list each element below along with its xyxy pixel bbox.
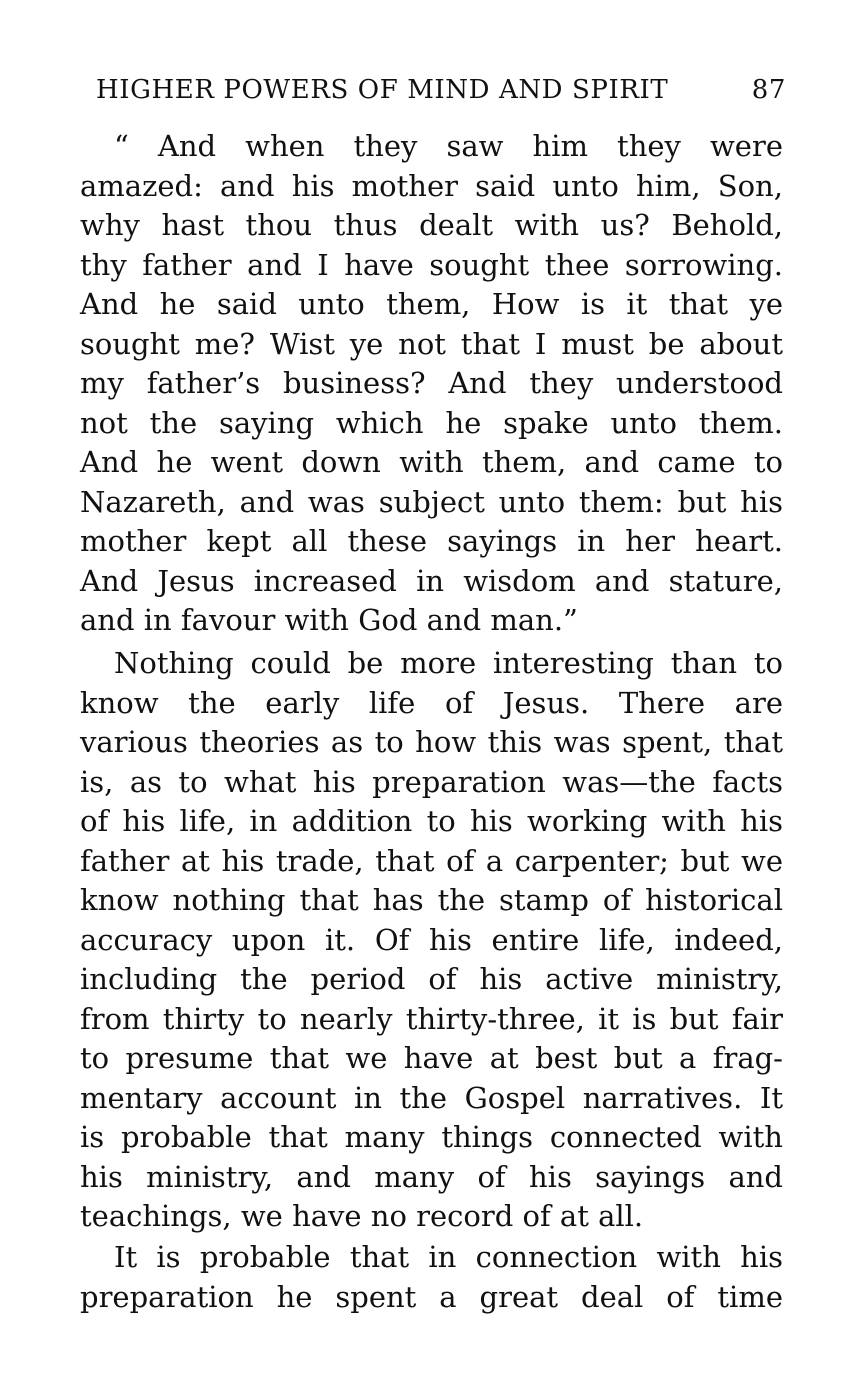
text-line: preparation he spent a great deal of time (80, 1279, 783, 1314)
paragraph-preparation (80, 1238, 783, 1317)
text-line: why hast thou thus dealt with us? Behold, (80, 208, 783, 242)
text-line: is, as to what his preparation was—the facts (80, 764, 783, 799)
text-line: is probable that many things connected with (80, 1120, 783, 1154)
text-line: his ministry, and many of his sayings and (80, 1159, 783, 1194)
text-line: amazed: and his mother said unto him, Son, (80, 168, 783, 203)
text-line: my father’s business? And they understood (80, 366, 783, 400)
text-line: And he said unto them, How is it that ye (80, 287, 783, 321)
text-line: And Jesus increased in wisdom and stature, (80, 563, 783, 598)
text-line: not the saying which he spake unto them. (80, 405, 783, 440)
text-line: accuracy upon it. Of his entire life, indeed, (80, 922, 783, 957)
text-line: know the early life of Jesus. There are (80, 685, 783, 720)
text-line: “ And when they saw him they were (114, 129, 783, 163)
text-line: father at his trade, that of a carpenter; but we (80, 843, 783, 878)
text-line: Nazareth, and was subject unto them: but his (80, 484, 783, 519)
running-title: HIGHER POWERS OF MIND AND SPIRIT (96, 75, 669, 105)
paragraph-scripture-quote (80, 127, 783, 641)
text-line: from thirty to nearly thirty-three, it is but fair (80, 1001, 783, 1036)
text-line: know nothing that has the stamp of historical (80, 883, 783, 917)
text-line: teachings, we have no record of at all. (80, 1199, 644, 1233)
text-line: and in favour with God and man.” (80, 603, 578, 637)
page-header (96, 70, 786, 110)
paragraph-early-life (80, 644, 783, 1237)
text-line: mother kept all these sayings in her heart. (80, 524, 783, 558)
text-line: sought me? Wist ye not that I must be about (80, 326, 783, 361)
text-line: It is probable that in connection with his (114, 1240, 783, 1274)
text-line: mentary account in the Gospel narratives. It (80, 1080, 783, 1115)
text-line: Nothing could be more interesting than to (114, 646, 783, 680)
text-line: various theories as to how this was spent, that (80, 725, 783, 759)
text-line: thy father and I have sought thee sorrowing. (80, 247, 783, 282)
text-line: to presume that we have at best but a frag- (80, 1041, 783, 1075)
text-line: And he went down with them, and came to (80, 445, 783, 479)
text-line: of his life, in addition to his working with his (80, 804, 783, 838)
text-line: including the period of his active ministry, (80, 962, 783, 996)
page-number: 87 (751, 75, 786, 105)
